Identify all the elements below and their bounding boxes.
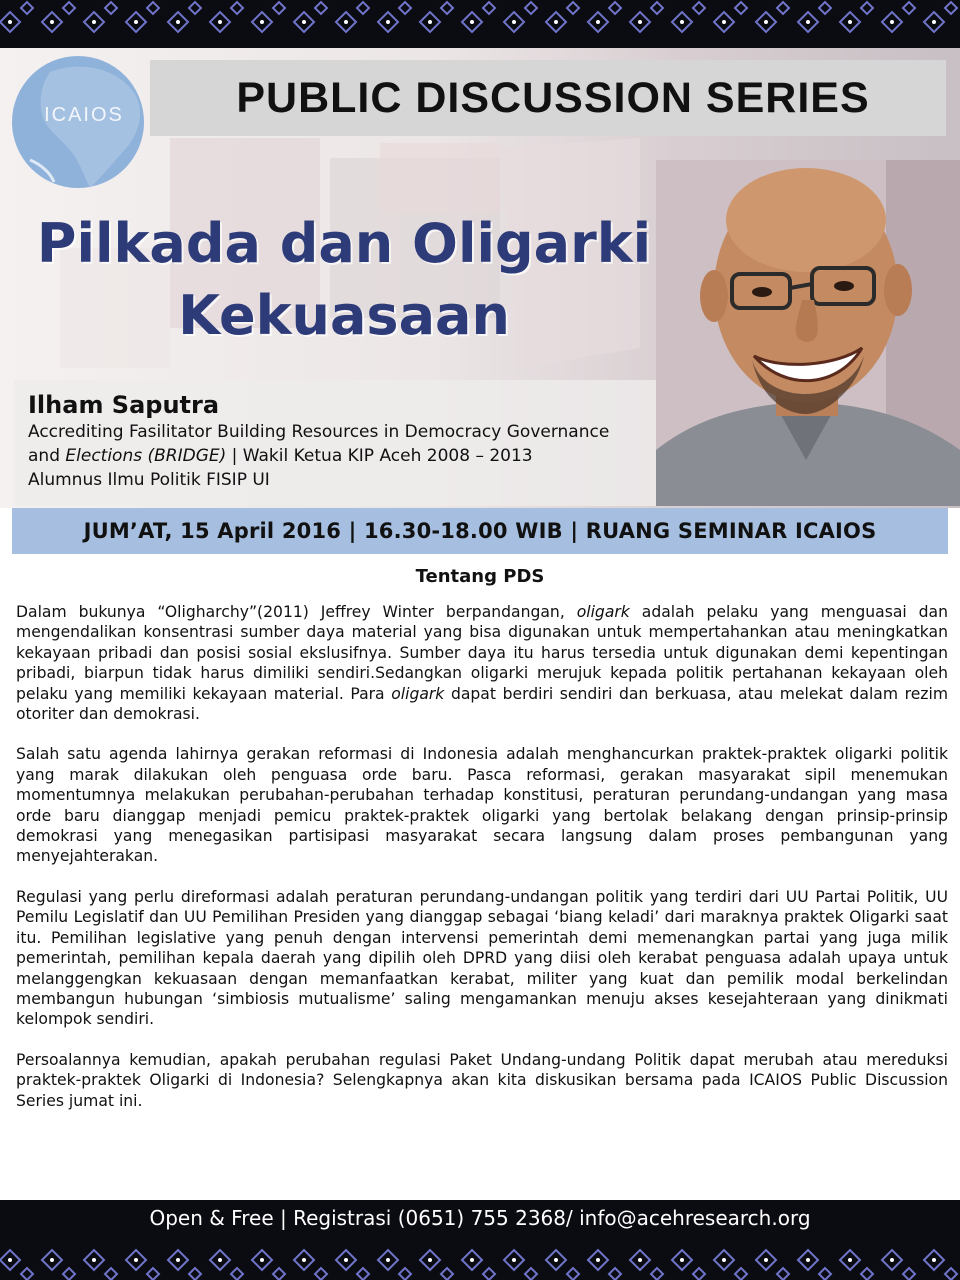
about-p1-part-e: dapat berdiri sendiri dan berkuasa, atau melekat dalam rezim otoriter dan demokrasi. bbox=[16, 684, 949, 724]
ornament-motif bbox=[924, 2, 957, 32]
ornament-motif bbox=[672, 1250, 705, 1280]
ornament-motif bbox=[168, 1250, 201, 1280]
ornament-motif bbox=[504, 1250, 537, 1280]
ornament-motif bbox=[126, 1250, 159, 1280]
ornament-motif bbox=[294, 2, 327, 32]
about-paragraph-4: Persoalannya kemudian, apakah perubahan regulasi Paket Undang-undang Politik dapat merubah atau mereduksi praktek-praktek Oligarki di Indonesia? Selengkapnya akan kita diskusikan bersama pada ICAIOS Public Discussion Series jumat ini. bbox=[16, 1050, 948, 1110]
ornament-motif bbox=[756, 2, 789, 32]
speaker-credential-2-prefix: and bbox=[28, 446, 66, 466]
ornament-motif bbox=[840, 2, 873, 32]
ornament-motif bbox=[882, 1250, 915, 1280]
about-heading: Tentang PDS bbox=[415, 566, 545, 587]
ornament-motif bbox=[336, 2, 369, 32]
about-body bbox=[16, 602, 948, 1131]
ornament-motif bbox=[546, 1250, 579, 1280]
ornament-motif bbox=[840, 1250, 873, 1280]
ornament-motif bbox=[210, 2, 243, 32]
ornament-motif bbox=[546, 2, 579, 32]
hero-section bbox=[0, 48, 960, 508]
event-schedule-bar bbox=[12, 508, 948, 554]
ornament-motif bbox=[84, 1250, 117, 1280]
speaker-credential-3: Alumnus Ilmu Politik FISIP UI bbox=[28, 470, 270, 490]
ornament-motif bbox=[798, 2, 831, 32]
speaker-photo bbox=[656, 160, 960, 506]
ornament-motif bbox=[588, 1250, 621, 1280]
ornament-motif bbox=[126, 2, 159, 32]
event-schedule: JUM’AT, 15 April 2016 | 16.30-18.00 WIB | RUANG SEMINAR ICAIOS bbox=[83, 519, 877, 543]
event-title bbox=[34, 208, 654, 352]
ornament-motif bbox=[42, 2, 75, 32]
speaker-name: Ilham Saputra bbox=[28, 391, 220, 419]
ornament-motif bbox=[924, 1250, 957, 1280]
ornament-pattern-top bbox=[0, 0, 960, 48]
ornament-motif bbox=[756, 1250, 789, 1280]
ornament-motif bbox=[462, 1250, 495, 1280]
about-p1-part-c: adalah pelaku yang menguasai dan mengendalikan konsentrasi sumber daya material yang bisa digunakan untuk mempertahankan atau meningkatkan kekayaan pribadi dan posisi sosial ekslusifnya. Sumber daya itu harus tersedia untuk digunakan demi kepentingan pribadi, biarpun tidak harus dimiliki sendiri.Sedangkan oligarki merujuk kepada politik pertahanan kekayaan oleh pelaku yang memiliki kekayaan material. Para bbox=[16, 603, 948, 703]
ornament-motif bbox=[714, 2, 747, 32]
series-title-banner bbox=[150, 60, 946, 136]
ornament-motif bbox=[252, 2, 285, 32]
ornament-motif bbox=[462, 2, 495, 32]
ornament-motif bbox=[0, 2, 33, 32]
ornament-motif bbox=[378, 1250, 411, 1280]
ornament-motif bbox=[588, 2, 621, 32]
about-p1-part-a: Dalam bukunya “Oligharchy”(2011) Jeffrey Winter berpandangan, bbox=[16, 603, 577, 621]
ornament-motif bbox=[798, 1250, 831, 1280]
speaker-info bbox=[14, 380, 656, 506]
ornament-motif bbox=[42, 1250, 75, 1280]
ornament-motif bbox=[420, 2, 453, 32]
ornament-motif bbox=[672, 2, 705, 32]
footer-contact: Open & Free | Registrasi (0651) 755 2368/ info@acehresearch.org bbox=[149, 1206, 811, 1230]
logo-text: ICAIOS bbox=[44, 104, 124, 126]
ornament-motif bbox=[0, 1250, 33, 1280]
speaker-credential-2-italic: Elections (BRIDGE) bbox=[65, 446, 227, 466]
event-title-line-1: Pilkada dan Oligarki bbox=[36, 212, 652, 275]
ornament-motif bbox=[420, 1250, 453, 1280]
top-ornamental-border bbox=[0, 0, 960, 48]
speaker-credential-1: Accrediting Fasilitator Building Resources in Democracy Governance bbox=[28, 422, 610, 442]
ornament-motif bbox=[210, 1250, 243, 1280]
ornament-motif bbox=[252, 1250, 285, 1280]
ornament-motif bbox=[294, 1250, 327, 1280]
ornament-motif bbox=[84, 2, 117, 32]
ornament-motif bbox=[504, 2, 537, 32]
speaker-credential-2 bbox=[28, 444, 656, 468]
about-paragraph-1 bbox=[16, 602, 948, 724]
ornament-motif bbox=[168, 2, 201, 32]
about-paragraph-2: Salah satu agenda lahirnya gerakan reformasi di Indonesia adalah menghancurkan praktek-praktek oligarki politik yang marak dilakukan oleh penguasa orde baru. Pasca reformasi, gerakan masyarakat sipil menemukan momentumnya melakukan perubahan-perubahan terhadap konstitusi, peraturan perundang-undangan yang masa orde baru dianggap menjadi pemicu praktek-praktek oligarki yang bertolak belakang dengan prinsip-prinsip demokrasi yang menegasikan partisipasi masyarakat secara langsung dalam proses pembangunan yang menyejahterakan. bbox=[16, 745, 948, 866]
ornament-motif bbox=[378, 2, 411, 32]
about-p1-italic-2: oligark bbox=[391, 684, 445, 703]
ornament-motif bbox=[630, 2, 663, 32]
ornament-motif bbox=[630, 1250, 663, 1280]
speaker-credential-2-suffix: | Wakil Ketua KIP Aceh 2008 – 2013 bbox=[226, 446, 533, 466]
event-title-line-2: Kekuasaan bbox=[178, 284, 510, 347]
ornament-motif bbox=[882, 2, 915, 32]
ornament-motif bbox=[714, 1250, 747, 1280]
about-p1-italic-1: oligark bbox=[576, 603, 630, 621]
about-paragraph-3: Regulasi yang perlu direformasi adalah peraturan perundang-undangan politik yang terdiri dari UU Partai Politik, UU Pemilu Legislatif dan UU Pemilihan Presiden yang dianggap sebagai ‘biang keladi’ dari maraknya praktek Oligarki saat itu. Pemilihan legislative yang penuh dengan intervensi pemerintah demi memenangkan partai yang juga milik pemerintah, pemilihan kepala daerah yang dipilih oleh DPRD yang diisi oleh kerabat penguasa adalah upaya untuk melanggengkan kekuasaan dengan memanfaatkan kerabat, militer yang kuat dan pemilik modal berkelindan membangun hubungan ‘simbiosis mutualisme’ saling mengamankan menuju akses kesejahteraan yang dinikmati kelompok sendiri. bbox=[16, 887, 948, 1029]
series-title: PUBLIC DISCUSSION SERIES bbox=[236, 73, 870, 122]
ornament-motif bbox=[336, 1250, 369, 1280]
